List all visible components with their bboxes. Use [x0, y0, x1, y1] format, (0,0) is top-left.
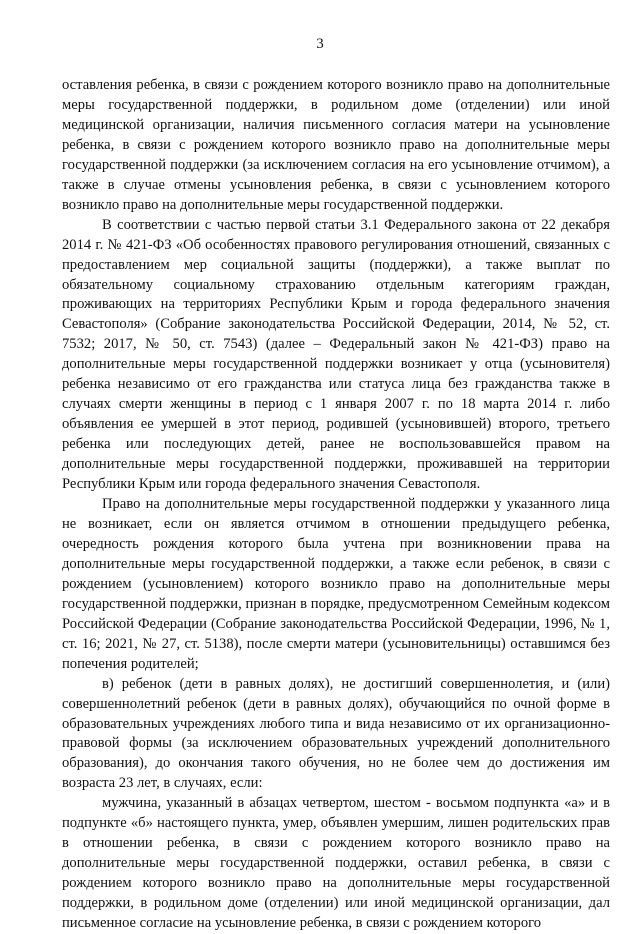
- page-number: 3: [316, 36, 324, 52]
- document-body: [62, 76, 610, 934]
- paragraph-continuation: оставления ребенка, в связи с рождением которого возникло право на дополнительные меры государственной поддержки, в родильном доме (отделении) или иной медицинской организации, наличия письменного согласия матери на усыновление ребенка, в связи с рождением которого возникло право на дополнительные меры государственной поддержки (за исключением согласия на его усыновление отчимом), а также в случае отмены усыновления ребенка, в связи с усыновлением которого возникло право на дополнительные меры государственной поддержки.: [62, 77, 610, 213]
- paragraph-right-not-arising: Право на дополнительные меры государственной поддержки у указанного лица не возникает, если он является отчимом в отношении предыдущего ребенка, очередность рождения которого была учтена при возникновении права на дополнительные меры государственной поддержки, а также если ребенок, в связи с рождением (усыновлением) которого возникло право на дополнительные меры государственной поддержки, признан в порядке, предусмотренном Семейным кодексом Российской Федерации (Собрание законодательства Российской Федерации, 1996, № 1, ст. 16; 2021, № 27, ст. 5138), после смерти матери (усыновительницы) оставшимся без попечения родителей;: [62, 496, 610, 672]
- paragraph-man-conditions: мужчина, указанный в абзацах четвертом, шестом - восьмом подпункта «а» и в подпункте «б» настоящего пункта, умер, объявлен умершим, лишен родительских прав в отношении ребенка, в связи с рождением которого возникло право на дополнительные меры государственной поддержки, оставил ребенка, в связи с рождением которого возникло право на дополнительные меры государственной поддержки, в родильном доме (отделении) или иной медицинской организации, дал письменное согласие на усыновление ребенка, в связи с рождением которого: [62, 795, 610, 932]
- paragraph-subpoint-v-children: в) ребенок (дети в равных долях), не достигший совершеннолетия, и (или) совершеннолетний ребенок (дети в равных долях), обучающийся по очной форме в образовательных учреждениях любого типа и вида независимо от их организационно-правовой формы (за исключением образовательных учреждений дополнительного образования), до окончания такого обучения, но не более чем до достижения им возраста 23 лет, в случаях, если:: [62, 675, 610, 792]
- paragraph-federal-law-421: В соответствии с частью первой статьи 3.1 Федерального закона от 22 декабря 2014 г. № 421-ФЗ «Об особенностях правового регулирования отношений, связанных с предоставлением мер социальной защиты (поддержки), а также выплат по обязательному социальному страхованию отдельным категориям граждан, проживающих на территориях Республики Крым и города федерального значения Севастополя» (Собрание законодательства Российской Федерации, 2014, № 52, ст. 7532; 2017, № 50, ст. 7543) (далее – Федеральный закон № 421-ФЗ) право на дополнительные меры государственной поддержки возникает у отца (усыновителя) ребенка независимо от его гражданства или статуса лица без гражданства также в случаях смерти женщины в период с 1 января 2007 г. по 18 марта 2014 г. либо объявления ее умершей в этот период, родившей (усыновившей) второго, третьего ребенка или последующих детей, ранее не воспользовавшейся правом на дополнительные меры государственной поддержки, проживавшей на территории Республики Крым или города федерального значения Севастополя.: [62, 216, 610, 493]
